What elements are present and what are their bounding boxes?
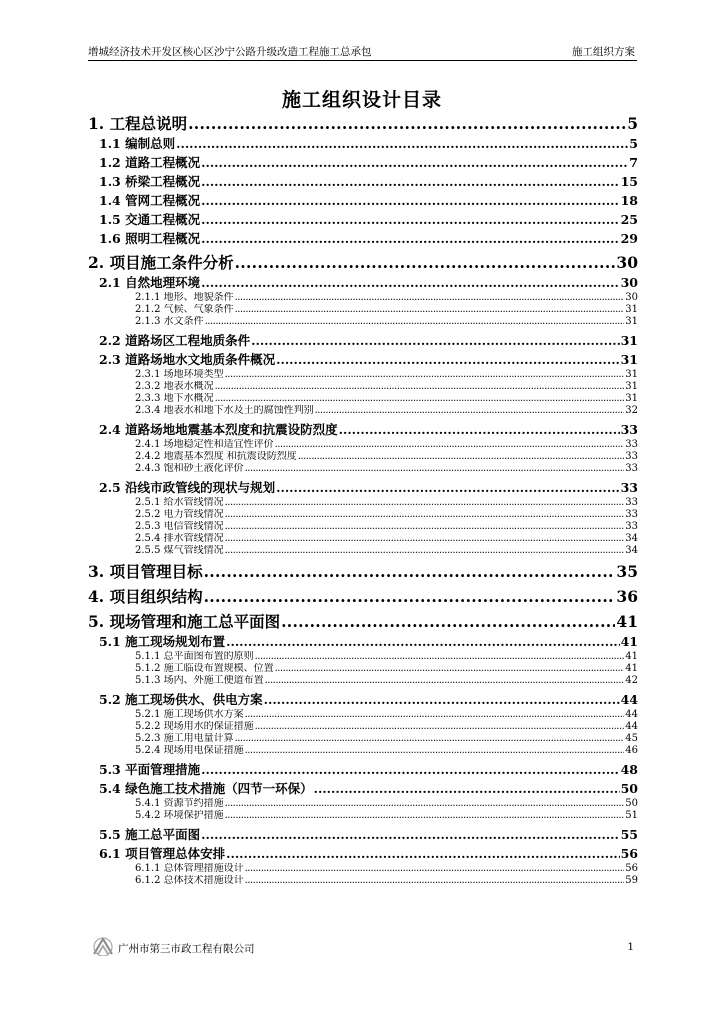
- table-of-contents: [88, 113, 638, 887]
- toc-dot-leader: [298, 451, 624, 463]
- toc-dot-leader: [201, 760, 619, 779]
- toc-page-number: 59: [625, 875, 638, 886]
- toc-entry-title: 2.5.3 电信管线情况: [135, 521, 224, 532]
- toc-dot-leader: [176, 134, 628, 153]
- toc-entry-title: 1.5 交通工程概况: [99, 212, 201, 227]
- toc-page-number: 18: [620, 193, 638, 208]
- toc-page-number: 48: [620, 762, 638, 777]
- toc-page-number: 33: [625, 463, 638, 474]
- toc-entry-level-2[interactable]: [88, 191, 638, 210]
- toc-dot-leader: [201, 191, 619, 210]
- toc-entry-title: 1. 工程总说明: [88, 114, 188, 133]
- toc-entry-level-2[interactable]: [88, 172, 638, 191]
- toc-entry-title: 5.4.1 资源节约措施: [135, 798, 224, 809]
- toc-entry-title: 2.4.3 饱和砂土液化评价: [135, 463, 244, 474]
- toc-dot-leader: [245, 863, 625, 875]
- toc-dot-leader: [205, 316, 625, 328]
- toc-dot-leader: [215, 381, 625, 393]
- toc-entry-level-3[interactable]: [88, 521, 638, 533]
- toc-dot-leader: [226, 844, 619, 863]
- toc-dot-leader: [215, 393, 625, 405]
- header-project-name: 增城经济技术开发区核心区沙宁公路升级改造工程施工总承包: [88, 46, 372, 58]
- toc-entry-title: 5.1 施工现场规划布置: [99, 634, 226, 649]
- toc-entry-title: 5.1.3 场内、外施工便道布置: [135, 675, 264, 686]
- toc-entry-title: 2.5.5 煤气管线情况: [135, 545, 224, 556]
- toc-dot-leader: [225, 798, 625, 810]
- toc-page-number: 56: [625, 863, 638, 874]
- toc-page-number: 33: [625, 521, 638, 532]
- toc-dot-leader: [245, 709, 625, 721]
- toc-entry-title: 3. 项目管理目标: [88, 562, 203, 581]
- toc-dot-leader: [201, 172, 619, 191]
- toc-dot-leader: [251, 331, 619, 350]
- toc-entry-level-3[interactable]: [88, 369, 638, 381]
- toc-entry-level-3[interactable]: [88, 393, 638, 405]
- toc-entry-title: 2.3.4 地表水和地下水及土的腐蚀性判别: [135, 405, 314, 416]
- toc-entry-title: 6.1.1 总体管理措施设计: [135, 863, 244, 874]
- toc-entry-title: 2.5.2 电力管线情况: [135, 509, 224, 520]
- toc-entry-title: 5.2.4 现场用电保证措施: [135, 745, 244, 756]
- toc-entry-title: 5. 现场管理和施工总平面图: [88, 612, 281, 631]
- toc-entry-title: 5.2 施工现场供水、供电方案: [99, 692, 263, 707]
- toc-page-number: 29: [620, 231, 638, 246]
- toc-page-number: 51: [625, 810, 638, 821]
- page-footer: [88, 936, 637, 958]
- toc-entry-level-3[interactable]: [88, 810, 638, 822]
- toc-page-number: 45: [625, 733, 638, 744]
- toc-dot-leader: [276, 350, 619, 369]
- toc-entry-level-2[interactable]: [88, 210, 638, 229]
- toc-entry-level-3[interactable]: [88, 316, 638, 328]
- toc-dot-leader: [245, 745, 625, 757]
- toc-entry-level-3[interactable]: [88, 651, 638, 663]
- toc-page-number: 33: [625, 451, 638, 462]
- toc-entry-level-3[interactable]: [88, 545, 638, 557]
- toc-dot-leader: [264, 690, 620, 709]
- toc-entry-level-2[interactable]: [88, 350, 638, 369]
- toc-page-number: 41: [616, 612, 638, 631]
- toc-entry-level-3[interactable]: [88, 798, 638, 810]
- toc-entry-level-2[interactable]: [88, 420, 638, 439]
- toc-entry-title: 2. 项目施工条件分析: [88, 253, 234, 272]
- toc-entry-level-3[interactable]: [88, 733, 638, 745]
- toc-page-number: 44: [620, 692, 638, 707]
- toc-entry-title: 6.1.2 总体技术措施设计: [135, 875, 244, 886]
- toc-entry-level-1[interactable]: [88, 586, 638, 607]
- toc-dot-leader: [245, 463, 625, 475]
- toc-entry-title: 5.3 平面管理措施: [99, 762, 201, 777]
- toc-page-number: 44: [625, 721, 638, 732]
- toc-entry-level-2[interactable]: [88, 478, 638, 497]
- toc-entry-level-3[interactable]: [88, 675, 638, 687]
- toc-entry-level-3[interactable]: [88, 509, 638, 521]
- toc-page-number: 41: [625, 651, 638, 662]
- toc-dot-leader: [255, 651, 625, 663]
- toc-entry-level-1[interactable]: [88, 113, 638, 134]
- toc-entry-title: 5.4.2 环境保护措施: [135, 810, 224, 821]
- toc-entry-title: 5.2.1 施工现场供水方案: [135, 709, 244, 720]
- toc-page-number: 31: [625, 393, 638, 404]
- toc-page-number: 50: [625, 798, 638, 809]
- toc-page-number: 15: [620, 174, 638, 189]
- toc-page-number: 34: [625, 545, 638, 556]
- toc-dot-leader: [235, 733, 625, 745]
- toc-page-number: 25: [620, 212, 638, 227]
- toc-page-number: 31: [625, 316, 638, 327]
- toc-entry-title: 2.1 自然地理环境: [99, 275, 201, 290]
- toc-dot-leader: [315, 405, 625, 417]
- toc-page-number: 41: [625, 663, 638, 674]
- toc-entry-level-3[interactable]: [88, 463, 638, 475]
- toc-dot-leader: [225, 810, 625, 822]
- toc-dot-leader: [265, 675, 625, 687]
- toc-dot-leader: [204, 561, 616, 582]
- toc-entry-title: 2.2 道路场区工程地质条件: [99, 333, 251, 348]
- toc-page-number: 30: [625, 292, 638, 303]
- toc-entry-level-1[interactable]: [88, 252, 638, 273]
- toc-dot-leader: [225, 369, 625, 381]
- toc-entry-level-3[interactable]: [88, 405, 638, 417]
- toc-page-number: 30: [616, 253, 638, 272]
- toc-dot-leader: [226, 632, 619, 651]
- toc-entry-title: 5.1.1 总平面图布置的原则: [135, 651, 254, 662]
- toc-dot-leader: [314, 779, 620, 798]
- toc-page-number: 41: [620, 634, 638, 649]
- toc-page-number: 55: [620, 827, 638, 842]
- toc-page-number: 5: [627, 114, 638, 133]
- toc-page-number: 30: [620, 275, 638, 290]
- toc-entry-level-2[interactable]: [88, 134, 638, 153]
- toc-entry-title: 1.2 道路工程概况: [99, 155, 201, 170]
- page-header: [88, 44, 637, 61]
- toc-entry-level-3[interactable]: [88, 381, 638, 393]
- toc-entry-level-3[interactable]: [88, 304, 638, 316]
- toc-entry-title: 2.1.2 气候、气象条件: [135, 304, 234, 315]
- toc-dot-leader: [204, 586, 616, 607]
- toc-entry-level-3[interactable]: [88, 533, 638, 545]
- toc-entry-title: 2.3.1 场地环境类型: [135, 369, 224, 380]
- toc-entry-level-1[interactable]: [88, 611, 638, 632]
- toc-page-number: 33: [625, 497, 638, 508]
- toc-entry-level-3[interactable]: [88, 745, 638, 757]
- toc-page-number: 35: [616, 562, 638, 581]
- toc-entry-level-3[interactable]: [88, 292, 638, 304]
- toc-entry-level-2[interactable]: [88, 760, 638, 779]
- toc-dot-leader: [201, 273, 619, 292]
- header-doc-type: 施工组织方案: [572, 46, 635, 58]
- toc-page-number: 33: [620, 480, 638, 495]
- toc-entry-title: 4. 项目组织结构: [88, 587, 203, 606]
- company-logo-icon: [92, 936, 114, 956]
- toc-entry-level-1[interactable]: [88, 561, 638, 582]
- toc-page-number: 33: [620, 422, 638, 437]
- toc-page-number: 31: [625, 304, 638, 315]
- toc-entry-title: 5.2.3 施工用电量计算: [135, 733, 234, 744]
- toc-page-number: 31: [625, 381, 638, 392]
- toc-page-number: 31: [620, 333, 638, 348]
- toc-entry-level-3[interactable]: [88, 497, 638, 509]
- toc-entry-level-2[interactable]: [88, 273, 638, 292]
- toc-dot-leader: [235, 252, 616, 273]
- toc-dot-leader: [235, 292, 625, 304]
- toc-dot-leader: [225, 521, 625, 533]
- toc-entry-title: 2.4 道路场地地震基本烈度和抗震设防烈度: [99, 422, 338, 437]
- toc-entry-title: 1.6 照明工程概况: [99, 231, 201, 246]
- toc-page-number: 36: [616, 587, 638, 606]
- toc-dot-leader: [201, 825, 619, 844]
- toc-entry-level-2[interactable]: [88, 844, 638, 863]
- toc-entry-title: 2.1.3 水文条件: [135, 316, 204, 327]
- toc-entry-title: 2.3.3 地下水概况: [135, 393, 214, 404]
- toc-entry-level-2[interactable]: [88, 632, 638, 651]
- toc-page-number: 56: [620, 846, 638, 861]
- toc-entry-level-2[interactable]: [88, 229, 638, 248]
- toc-dot-leader: [225, 545, 625, 557]
- toc-page-number: 33: [625, 439, 638, 450]
- toc-entry-level-3[interactable]: [88, 863, 638, 875]
- toc-page-number: 50: [620, 781, 638, 796]
- toc-dot-leader: [225, 509, 625, 521]
- toc-entry-title: 5.4 绿色施工技术措施（四节一环保）: [99, 781, 313, 796]
- toc-entry-title: 5.2.2 现场用水的保证措施: [135, 721, 254, 732]
- toc-page-number: 44: [625, 709, 638, 720]
- toc-entry-title: 2.4.2 地震基本烈度 和抗震设防烈度: [135, 451, 297, 462]
- toc-entry-title: 5.5 施工总平面图: [99, 827, 201, 842]
- toc-entry-title: 2.3.2 地表水概况: [135, 381, 214, 392]
- toc-entry-title: 2.3 道路场地水文地质条件概况: [99, 352, 276, 367]
- toc-dot-leader: [225, 497, 625, 509]
- toc-entry-title: 6.1 项目管理总体安排: [99, 846, 226, 861]
- toc-dot-leader: [201, 229, 619, 248]
- toc-page-number: 32: [625, 405, 638, 416]
- toc-entry-title: 2.1.1 地形、地貌条件: [135, 292, 234, 303]
- toc-dot-leader: [225, 533, 625, 545]
- toc-dot-leader: [339, 420, 620, 439]
- toc-dot-leader: [275, 663, 625, 675]
- toc-entry-level-3[interactable]: [88, 875, 638, 887]
- toc-page-number: 42: [625, 675, 638, 686]
- toc-page-number: 46: [625, 745, 638, 756]
- toc-page-number: 7: [629, 155, 638, 170]
- toc-entry-level-2[interactable]: [88, 779, 638, 798]
- toc-dot-leader: [276, 478, 619, 497]
- toc-page-number: 5: [629, 136, 638, 151]
- toc-entry-level-3[interactable]: [88, 439, 638, 451]
- toc-entry-title: 2.5.4 排水管线情况: [135, 533, 224, 544]
- toc-page-number: 33: [625, 509, 638, 520]
- toc-entry-level-3[interactable]: [88, 721, 638, 733]
- toc-entry-title: 2.4.1 场地稳定性和适宜性评价: [135, 439, 274, 450]
- toc-dot-leader: [281, 611, 615, 632]
- toc-page-number: 31: [620, 352, 638, 367]
- toc-dot-leader: [201, 210, 619, 229]
- toc-entry-title: 2.5 沿线市政管线的现状与规划: [99, 480, 276, 495]
- toc-dot-leader: [275, 439, 625, 451]
- toc-entry-level-3[interactable]: [88, 451, 638, 463]
- toc-entry-title: 5.1.2 施工临设布置规模、位置: [135, 663, 274, 674]
- footer-company-name: 广州市第三市政工程有限公司: [118, 943, 255, 955]
- page-title: 施工组织设计目录: [281, 89, 442, 111]
- toc-entry-level-2[interactable]: [88, 153, 638, 172]
- toc-page-number: 34: [625, 533, 638, 544]
- toc-dot-leader: [235, 304, 625, 316]
- toc-page-number: 31: [625, 369, 638, 380]
- toc-entry-level-2[interactable]: [88, 825, 638, 844]
- toc-entry-title: 2.5.1 给水管线情况: [135, 497, 224, 508]
- toc-entry-title: 1.1 编制总则: [99, 136, 176, 151]
- toc-entry-title: 1.4 管网工程概况: [99, 193, 201, 208]
- toc-dot-leader: [201, 153, 628, 172]
- toc-entry-level-2[interactable]: [88, 331, 638, 350]
- toc-dot-leader: [188, 113, 626, 134]
- toc-dot-leader: [245, 875, 625, 887]
- toc-entry-level-3[interactable]: [88, 709, 638, 721]
- toc-entry-level-3[interactable]: [88, 663, 638, 675]
- toc-dot-leader: [255, 721, 625, 733]
- footer-page-number: 1: [627, 941, 634, 953]
- toc-entry-title: 1.3 桥梁工程概况: [99, 174, 201, 189]
- toc-entry-level-2[interactable]: [88, 690, 638, 709]
